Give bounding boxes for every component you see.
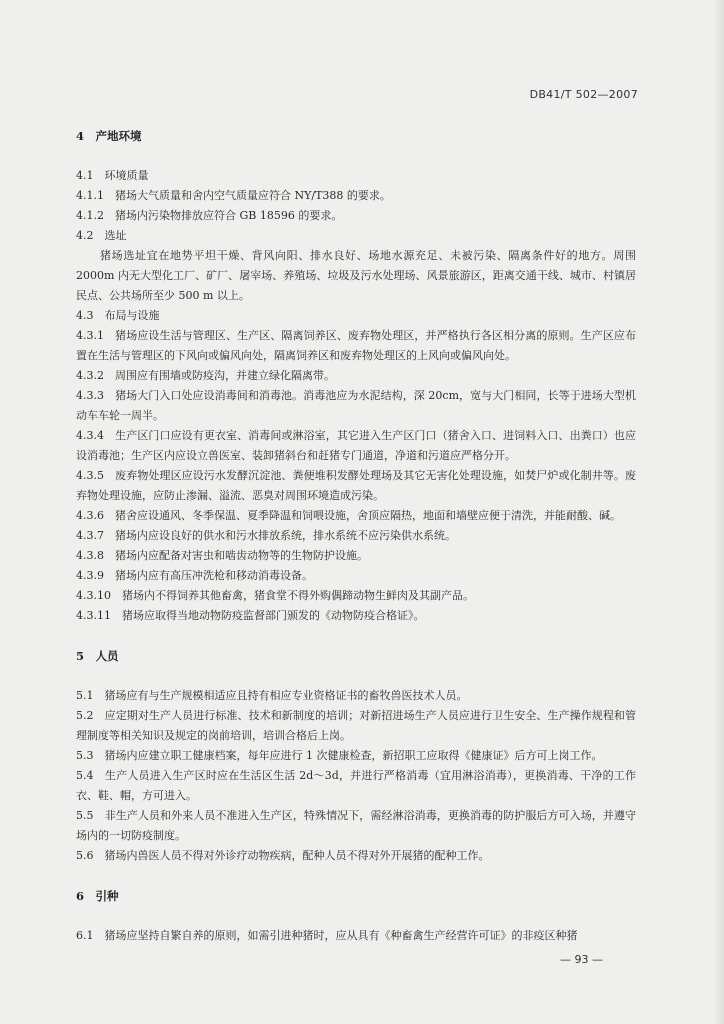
standard-number: DB41/T 502—2007 bbox=[529, 88, 638, 101]
document-body bbox=[76, 128, 636, 946]
section-6-title: 6 引种 bbox=[76, 889, 119, 903]
clause-4-2-title: 4.2 选址 bbox=[76, 229, 127, 242]
clause-5-1: 5.1 猪场应有与生产规模相适应且持有相应专业资格证书的畜牧兽医技术人员。 bbox=[76, 689, 468, 702]
clause-4-3-8: 4.3.8 猪场内应配备对害虫和啮齿动物等的生物防护设施。 bbox=[76, 549, 368, 562]
clause-4-3-10: 4.3.10 猪场内不得饲养其他畜禽，猪食堂不得外购偶蹄动物生鲜肉及其副产品。 bbox=[76, 589, 474, 602]
clause-5-2: 5.2 应定期对生产人员进行标准、技术和新制度的培训；对新招进场生产人员应进行卫生安全、生产操作规程和管理制度等相关知识及规定的岗前培训，培训合格后上岗。 bbox=[76, 709, 636, 742]
clause-4-3-9: 4.3.9 猪场内应有高压冲洗枪和移动消毒设备。 bbox=[76, 569, 313, 582]
page-number: — 93 — bbox=[560, 953, 603, 966]
scan-edge-shadow bbox=[714, 0, 724, 1024]
clause-4-3-11: 4.3.11 猪场应取得当地动物防疫监督部门颁发的《动物防疫合格证》。 bbox=[76, 609, 425, 622]
section-4-title: 4 产地环境 bbox=[76, 129, 142, 143]
clause-5-5: 5.5 非生产人员和外来人员不准进入生产区，特殊情况下，需经淋浴消毒，更换消毒的防护服后方可入场，并遵守场内的一切防疫制度。 bbox=[76, 809, 636, 842]
clause-4-1-1: 4.1.1 猪场大气质量和舍内空气质量应符合 NY/T388 的要求。 bbox=[76, 189, 391, 202]
clause-4-1-title: 4.1 环境质量 bbox=[76, 169, 149, 182]
clause-5-4: 5.4 生产人员进入生产区时应在生活区生活 2d～3d，并进行严格消毒（宜用淋浴消毒），更换消毒、干净的工作衣、鞋、帽，方可进入。 bbox=[76, 769, 636, 802]
clause-4-3-2: 4.3.2 周围应有围墙或防疫沟，并建立绿化隔离带。 bbox=[76, 369, 335, 382]
clause-4-2-text: 猪场选址宜在地势平坦干燥、背风向阳、排水良好、场地水源充足、未被污染、隔离条件好的地方。周围 2000m 内无大型化工厂、矿厂、屠宰场、养殖场、垃圾及污水处理场、风景旅游区，距离交通干线、城市、村镇居民点、公共场所至少 500 m 以上。 bbox=[76, 249, 636, 302]
clause-4-3-3: 4.3.3 猪场大门入口处应设消毒间和消毒池。消毒池应为水泥结构，深 20cm，宽与大门相同，长等于进场大型机动车车轮一周半。 bbox=[76, 389, 636, 422]
clause-4-3-title: 4.3 布局与设施 bbox=[76, 309, 160, 322]
clause-5-3: 5.3 猪场内应建立职工健康档案，每年应进行 1 次健康检查，新招职工应取得《健康证》后方可上岗工作。 bbox=[76, 749, 603, 762]
section-5-title: 5 人员 bbox=[76, 649, 119, 663]
clause-4-3-4: 4.3.4 生产区门口应设有更衣室、消毒间或淋浴室，其它进入生产区门口（猪舍入口、进饲料入口、出粪口）也应设消毒池；生产区内应设立兽医室、装卸猪斜台和赶猪专门通道，净道和污道应严格分开。 bbox=[76, 429, 636, 462]
clause-4-3-1: 4.3.1 猪场应设生活与管理区、生产区、隔离饲养区、废弃物处理区，并严格执行各区相分离的原则。生产区应布置在生活与管理区的下风向或偏风向处，隔离饲养区和废弃物处理区的上风向或偏风向处。 bbox=[76, 329, 636, 362]
clause-6-1: 6.1 猪场应坚持自繁自养的原则，如需引进种猪时，应从具有《种畜禽生产经营许可证》的非疫区种猪 bbox=[76, 929, 578, 942]
clause-5-6: 5.6 猪场内兽医人员不得对外诊疗动物疾病，配种人员不得对外开展猪的配种工作。 bbox=[76, 849, 490, 862]
clause-4-3-6: 4.3.6 猪舍应设通风、冬季保温、夏季降温和饲喂设施，舍顶应隔热，地面和墙壁应便于清洗，并能耐酸、碱。 bbox=[76, 509, 621, 522]
clause-4-3-7: 4.3.7 猪场内应设良好的供水和污水排放系统，排水系统不应污染供水系统。 bbox=[76, 529, 456, 542]
clause-4-1-2: 4.1.2 猪场内污染物排放应符合 GB 18596 的要求。 bbox=[76, 209, 343, 222]
clause-4-3-5: 4.3.5 废弃物处理区应设污水发酵沉淀池、粪便堆积发酵处理场及其它无害化处理设施，如焚尸炉或化制井等。废弃物处理设施，应防止渗漏、溢流、恶臭对周围环境造成污染。 bbox=[76, 469, 636, 502]
